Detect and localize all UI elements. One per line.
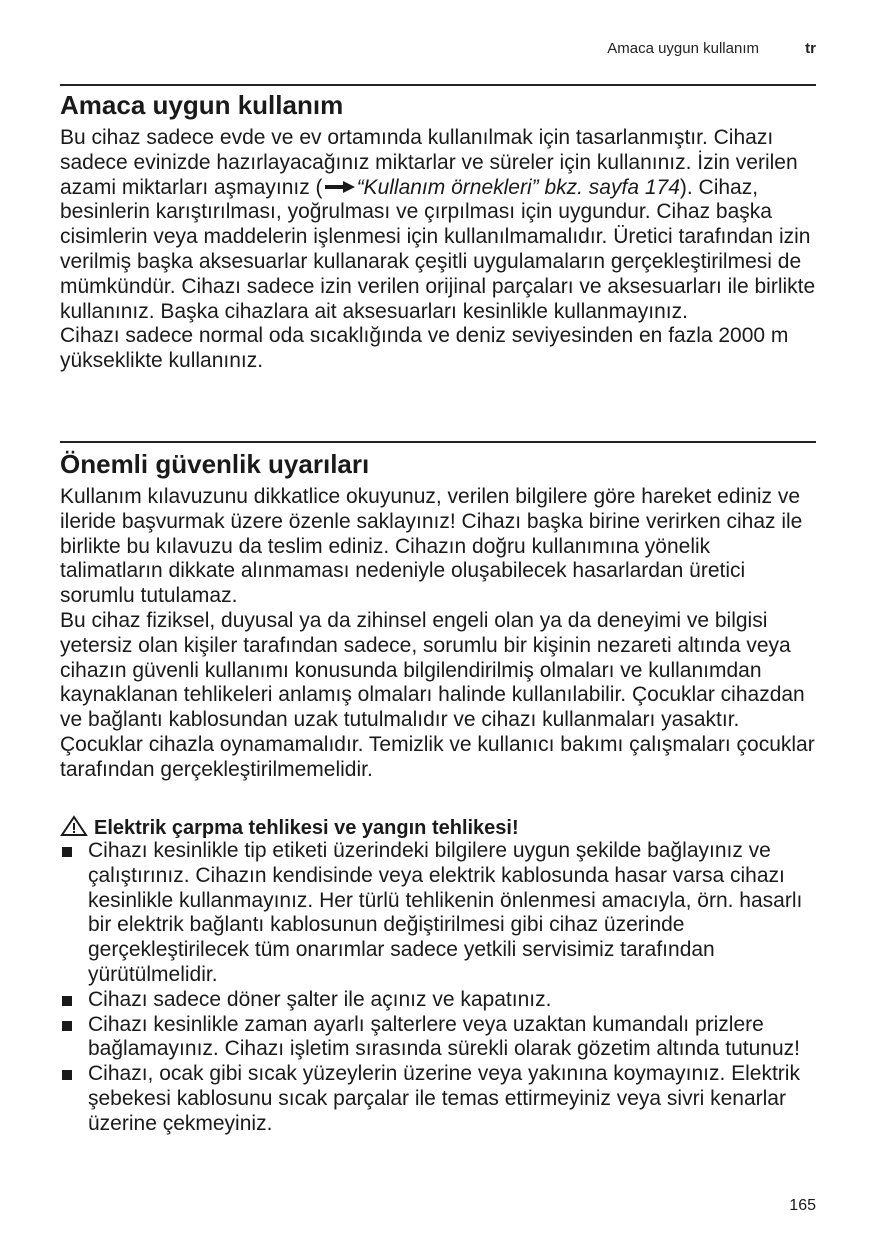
bullet-square-icon — [62, 847, 72, 857]
page-number: 165 — [789, 1197, 816, 1214]
section-title-safety: Önemli güvenlik uyarıları — [60, 449, 370, 479]
page-reference-link[interactable]: “Kullanım örnekleri” bkz. sayfa 174 — [356, 175, 680, 199]
section-divider — [60, 441, 816, 443]
arrow-right-icon — [325, 181, 355, 193]
list-item: Cihazı sadece döner şalter ile açınız ve kapatınız. — [60, 988, 816, 1013]
section-divider — [60, 84, 816, 86]
running-header — [607, 40, 816, 57]
header-language-code: tr — [805, 40, 816, 57]
list-item: Cihazı, ocak gibi sıcak yüzeylerin üzerine veya yakınına koymayınız. Elektrik şebekesi kablosunu sıcak parçalar ile temas ettirmeyiniz veya sivri kenarlar üzerine çekmeyiniz. — [60, 1062, 816, 1136]
intended-use-body — [60, 126, 816, 374]
warning-heading — [60, 815, 519, 840]
safety-bullet-list — [60, 839, 816, 1137]
header-section-title: Amaca uygun kullanım — [607, 40, 759, 57]
bullet-square-icon — [62, 1021, 72, 1031]
safety-body — [60, 485, 816, 783]
altitude-paragraph: Cihazı sadece normal oda sıcaklığında ve deniz seviyesinden en fazla 2000 m yükseklikte kullanınız. — [60, 324, 789, 373]
bullet-square-icon — [62, 996, 72, 1006]
safety-paragraph-2: Bu cihaz fiziksel, duyusal ya da zihinsel engeli olan ya da deneyimi ve bilgisi yetersiz olan kişiler tarafından sadece, sorumlu bir kişinin nezareti altında veya cihazın güvenli kullanımı konusunda bilgilendirilmiş olmaları ve kullanımdan kaynaklanan tehlikeleri anlamış olmaları halinde kullanılabilir. Çocuklar cihazdan ve bağlantı kablosundan uzak tutulmalıdır ve cihazı kullanmaları yasaktır. Çocuklar cihazla oynamamalıdır. Temizlik ve kullanıcı bakımı çalışmaları çocuklar tarafından gerçekleştirilmemelidir. — [60, 608, 815, 781]
section-title-intended-use: Amaca uygun kullanım — [60, 90, 344, 120]
warning-text: Elektrik çarpma tehlikesi ve yangın tehlikesi! — [94, 817, 519, 839]
list-item: Cihazı kesinlikle zaman ayarlı şalterlere veya uzaktan kumandalı prizlere bağlamayınız. Cihazı işletim sırasında sürekli olarak gözetim altında tutunuz! — [60, 1013, 816, 1063]
safety-paragraph-1: Kullanım kılavuzunu dikkatlice okuyunuz, verilen bilgilere göre hareket ediniz ve ileride başvurmak üzere özenle saklayınız! Cihazı başka birine verirken cihaz ile birlikte bu kılavuzu da teslim ediniz. Cihazın doğru kullanımına yönelik talimatların dikkate alınmaması nedeniyle oluşabilecek hasarlardan üretici sorumlu tutulamaz. — [60, 485, 803, 608]
bullet-square-icon — [62, 1070, 72, 1080]
list-item: Cihazı kesinlikle tip etiketi üzerindeki bilgilere uygun şekilde bağlayınız ve çalıştırınız. Cihazın kendisinde veya elektrik kablosunda hasar varsa cihazı kesinlikle kullanmayınız. Her türlü tehlikenin önlenmesi amacıyla, örn. hasarlı bir elektrik bağlantı kablosunun değiştirilmesi gibi cihaz üzerinde gerçekleştirilecek tüm onarımlar sadece yetkili servisimiz tarafından yürütülmelidir. — [60, 839, 816, 988]
warning-triangle-icon — [60, 815, 88, 837]
intended-use-paragraph: Bu cihaz sadece evde ve ev ortamında kullanılmak için tasarlanmıştır. Cihazı sadece evinizde hazırlayacağınız miktarlar ve süreler için kullanınız. İzin verilen azami miktarları aşmayınız ( “Kullanım örnekleri” bkz. sayfa 174). Cihaz, besinlerin karıştırılması, yoğrulması ve çırpılması için uygundur. Cihaz başka cisimlerin veya maddelerin işlenmesi için kullanılmamalıdır. Üretici tarafından izin verilmiş başka aksesuarlar kullanarak çeşitli uygulamaların gerçekleştirilmesi de mümkündür. Cihazı sadece izin verilen orijinal parçaları ve aksesuarları ile birlikte kullanınız. Başka cihazlara ait aksesuarları kesinlikle kullanmayınız. — [60, 126, 816, 323]
